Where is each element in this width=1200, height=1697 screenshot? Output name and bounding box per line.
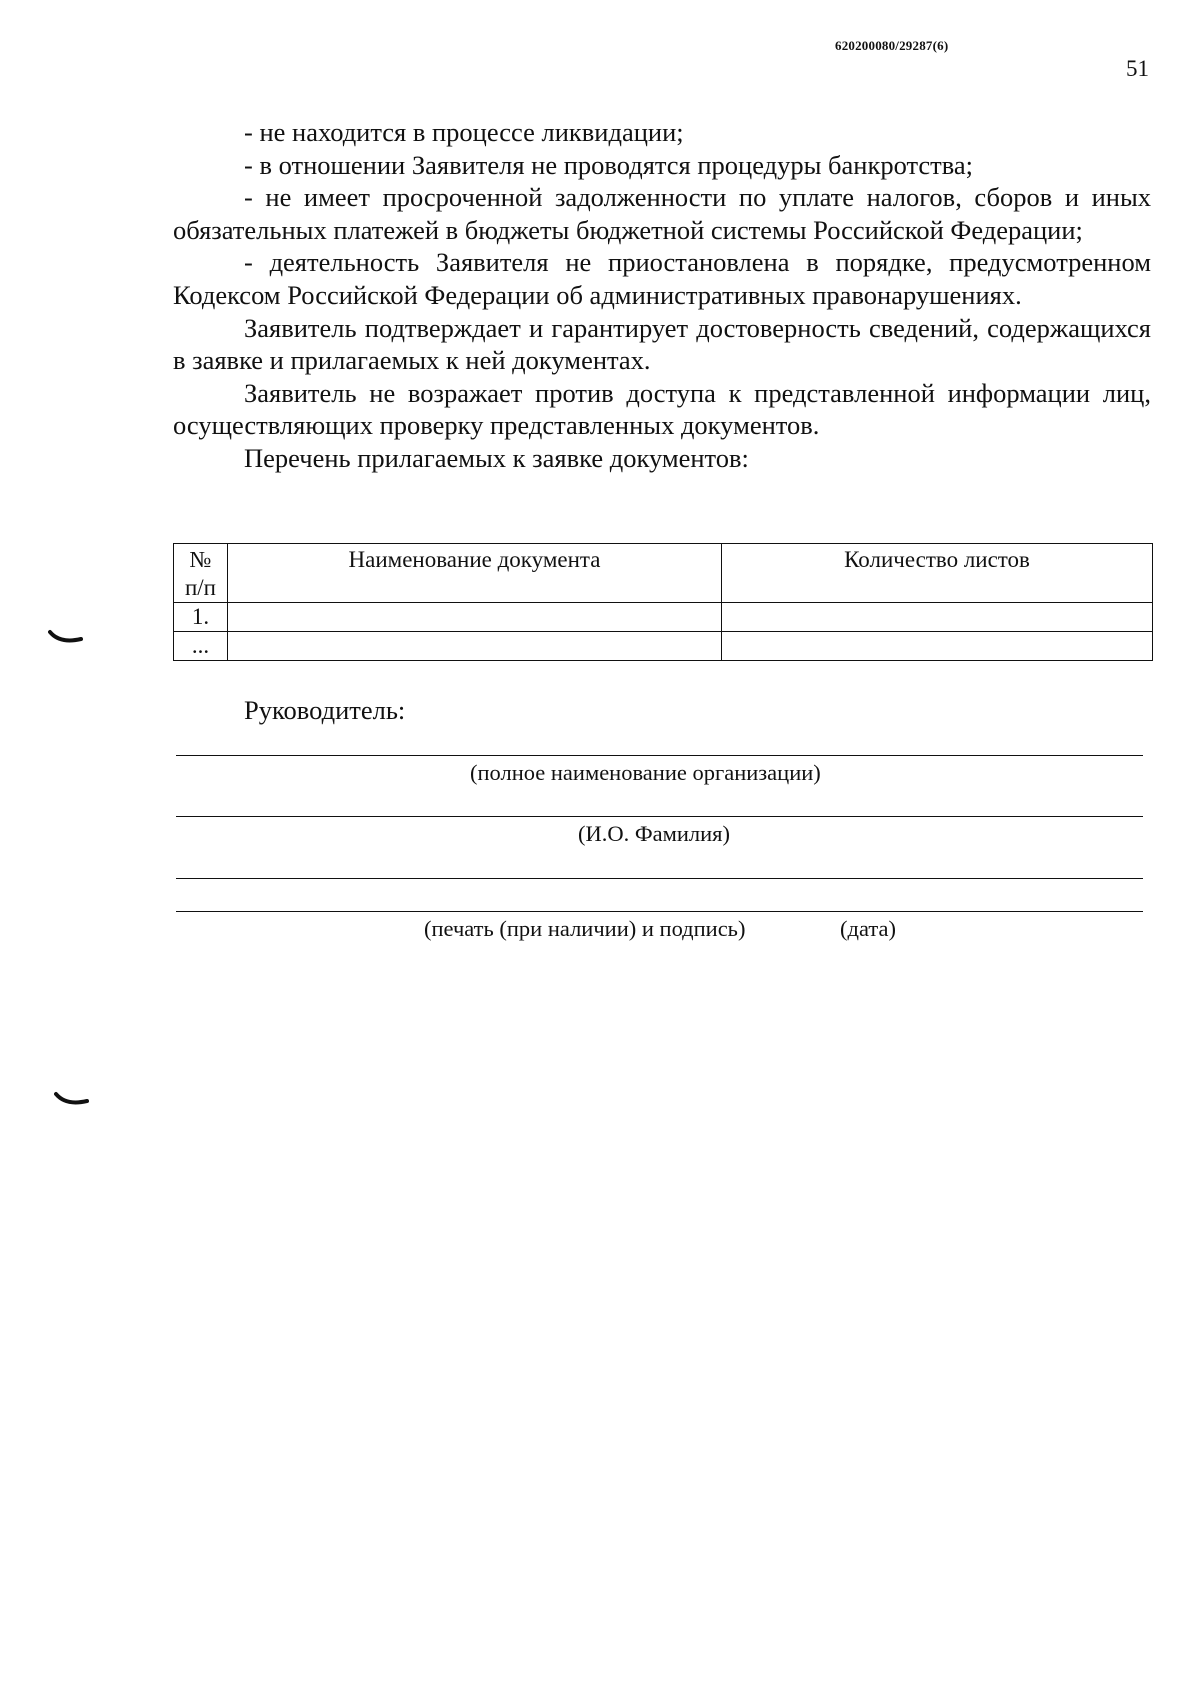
org-name-line	[176, 755, 1143, 756]
full-name-line	[176, 816, 1143, 817]
seal-signature-caption: (печать (при наличии) и подпись)	[424, 916, 746, 941]
row-number: ...	[174, 632, 228, 661]
header-document-name: Наименование документа	[228, 544, 722, 603]
paragraph-guarantee: Заявитель подтверждает и гарантирует достоверность сведений, содержащихся в заявке и прилагаемых к ней документах.	[173, 312, 1151, 376]
org-name-caption: (полное наименование организации)	[470, 760, 821, 785]
table-row	[174, 603, 1153, 632]
row-number: 1.	[174, 603, 228, 632]
table-row	[174, 632, 1153, 661]
full-name-caption: (И.О. Фамилия)	[578, 821, 731, 846]
paragraph-activity: - деятельность Заявителя не приостановлена в порядке, предусмотренном Кодексом Российской Федерации об административных правонарушениях.	[173, 247, 1151, 310]
paragraph-tax-debt: - не имеет просроченной задолженности по уплате налогов, сборов и иных обязательных платежей в бюджеты бюджетной системы Российской Федерации;	[173, 182, 1151, 245]
paragraph-access: Заявитель не возражает против доступа к представленной информации лиц, осуществляющих проверку представленных документов.	[173, 377, 1151, 441]
seal-date-line	[176, 911, 1143, 912]
page-number: 51	[1126, 56, 1149, 81]
scan-hole-punch-mark-icon	[48, 628, 84, 648]
paragraph-bankruptcy: - в отношении Заявителя не проводятся процедуры банкротства;	[244, 149, 974, 180]
scan-hole-punch-mark-icon	[54, 1090, 90, 1110]
paragraph-list-intro: Перечень прилагаемых к заявке документов:	[244, 442, 749, 473]
documents-table	[173, 543, 1153, 661]
document-id: 620200080/29287(6)	[835, 38, 949, 53]
row-sheet-count	[722, 632, 1153, 661]
header-number-line2: п/п	[184, 575, 216, 600]
table-header-row	[174, 544, 1153, 603]
row-document-name	[228, 603, 722, 632]
row-document-name	[228, 632, 722, 661]
date-caption: (дата)	[840, 916, 896, 941]
header-sheet-count: Количество листов	[722, 544, 1153, 603]
header-number-line1: №	[189, 547, 212, 572]
paragraph-liquidation: - не находится в процессе ликвидации;	[244, 117, 684, 147]
signature-line	[176, 878, 1143, 879]
header-number	[174, 544, 228, 603]
leader-label: Руководитель:	[244, 695, 406, 725]
body-text	[173, 116, 1151, 475]
row-sheet-count	[722, 603, 1153, 632]
